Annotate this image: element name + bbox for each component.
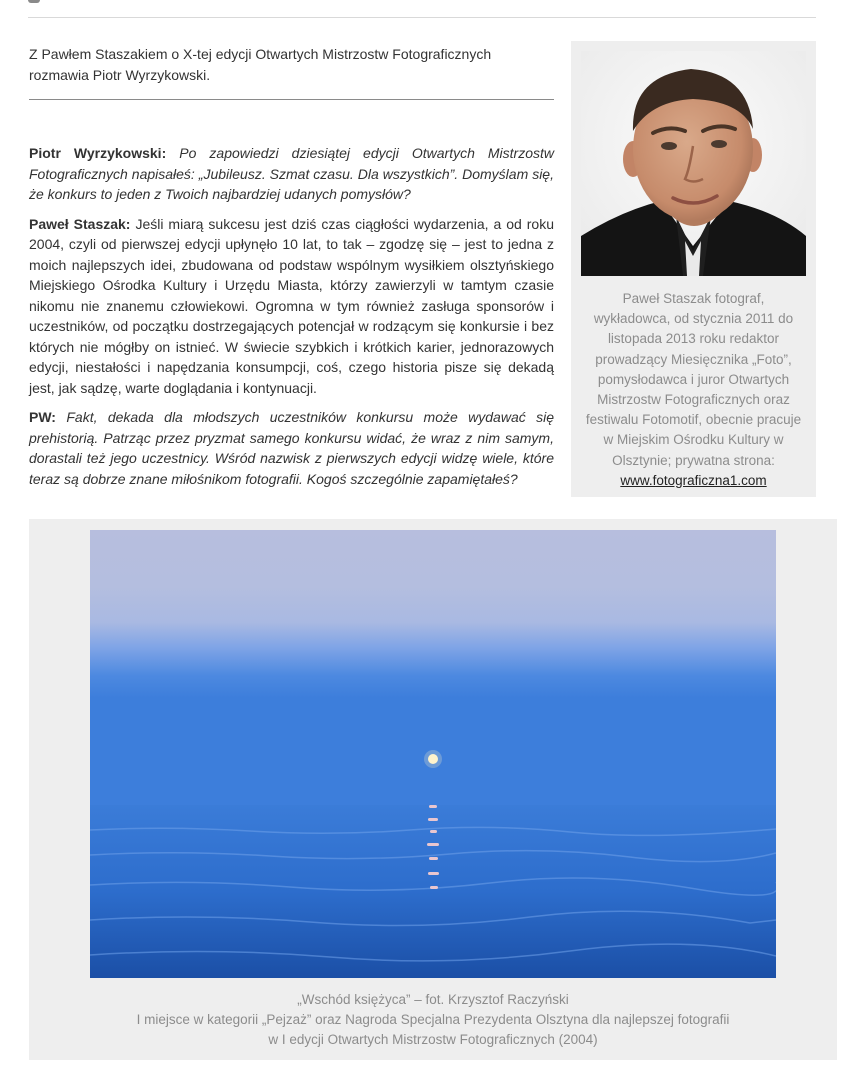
interview-paragraph-2 <box>29 214 554 399</box>
intro-divider <box>29 99 554 100</box>
author-sidebar <box>571 41 816 497</box>
interview-article <box>29 44 554 498</box>
photo-edition: w I edycji Otwartych Mistrzostw Fotograficznych (2004) <box>268 1032 598 1047</box>
answer-text: Jeśli miarą sukcesu jest dziś czas ciągłości wydarzenia, a od roku 2004, czyli od pierwszej edycji upłynęło 10 lat, to tak – zgodzę się – jest to jedna z moich najlepszych idei, zbudowana od podstaw wspólnym wysiłkiem olsztyńskiego Miejskiego Ośrodka Kultury i Urzędu Miasta, którzy zawierzyli w tamtym czasie nikomu nie znanemu człowiekowi. Ogromna w tym również zasługa sponsorów i uczestników, od początku dostrzegających potencjał w rodzącym się konkursie i bez których nie mógłby on istnieć. W świecie szybkich i krótkich karier, jednorazowych edycji, niestałości i napędzania konsumpcji, coś, czego historia pisze się dekadą jest, jak sądzę, warte doglądania i kontynuacji. <box>29 215 554 396</box>
author-website-link[interactable]: www.fotograficzna1.com <box>620 472 767 488</box>
question-text: Po zapowiedzi dziesiątej edycji Otwartych Mistrzostw Fotograficznych napisałeś: „Jubileusz. Szmat czasu. Dla wszystkich”. Domyślam się, że konkurs to jeden z Twoich najbardziej udanych pomysłów? <box>29 145 554 202</box>
author-bio-caption <box>583 289 804 491</box>
speaker-label: Paweł Staszak: <box>29 215 131 232</box>
author-bio-text: Paweł Staszak fotograf, wykładowca, od stycznia 2011 do listopada 2013 roku redaktor prowadzący Miesięcznika „Foto”, pomysłodawca i juror Otwartych Mistrzostw Fotograficznych oraz festiwalu Fotomotif, obecnie pracuje w Miejskim Ośrodku Kultury w Olsztynie; prywatna strona: <box>585 291 802 468</box>
interview-paragraph-1 <box>29 143 554 205</box>
speaker-label: Piotr Wyrzykowski: <box>29 145 167 161</box>
article-intro: Z Pawłem Staszakiem o X-tej edycji Otwartych Mistrzostw Fotograficznych rozmawia Piotr Wyrzykowski. <box>29 46 492 83</box>
speaker-label: PW: <box>29 409 56 425</box>
photo-caption <box>29 990 837 1050</box>
header-divider <box>28 17 816 18</box>
moonrise-photo <box>90 530 776 978</box>
question-text: Fakt, dekada dla młodszych uczestników konkursu może wydawać się prehistorią. Patrząc przez pryzmat samego konkursu widać, że wraz z nim samym, dorastali też jego uczestnicy. Wśród nazwisk z pierwszych edycji widzę wiele, które teraz są dobrze znane miłośnikom fotografii. Kogoś szczególnie zapamiętałeś? <box>29 409 555 487</box>
interview-paragraph-3 <box>29 407 554 489</box>
top-tab-marker <box>28 0 40 3</box>
featured-photo-box <box>29 519 837 1060</box>
photo-title: „Wschód księżyca” – fot. Krzysztof Raczyński <box>297 992 569 1007</box>
photo-award: I miejsce w kategorii „Pejzaż” oraz Nagroda Specjalna Prezydenta Olsztyna dla najlepszej fotografii <box>136 1012 730 1027</box>
author-portrait <box>581 51 806 276</box>
